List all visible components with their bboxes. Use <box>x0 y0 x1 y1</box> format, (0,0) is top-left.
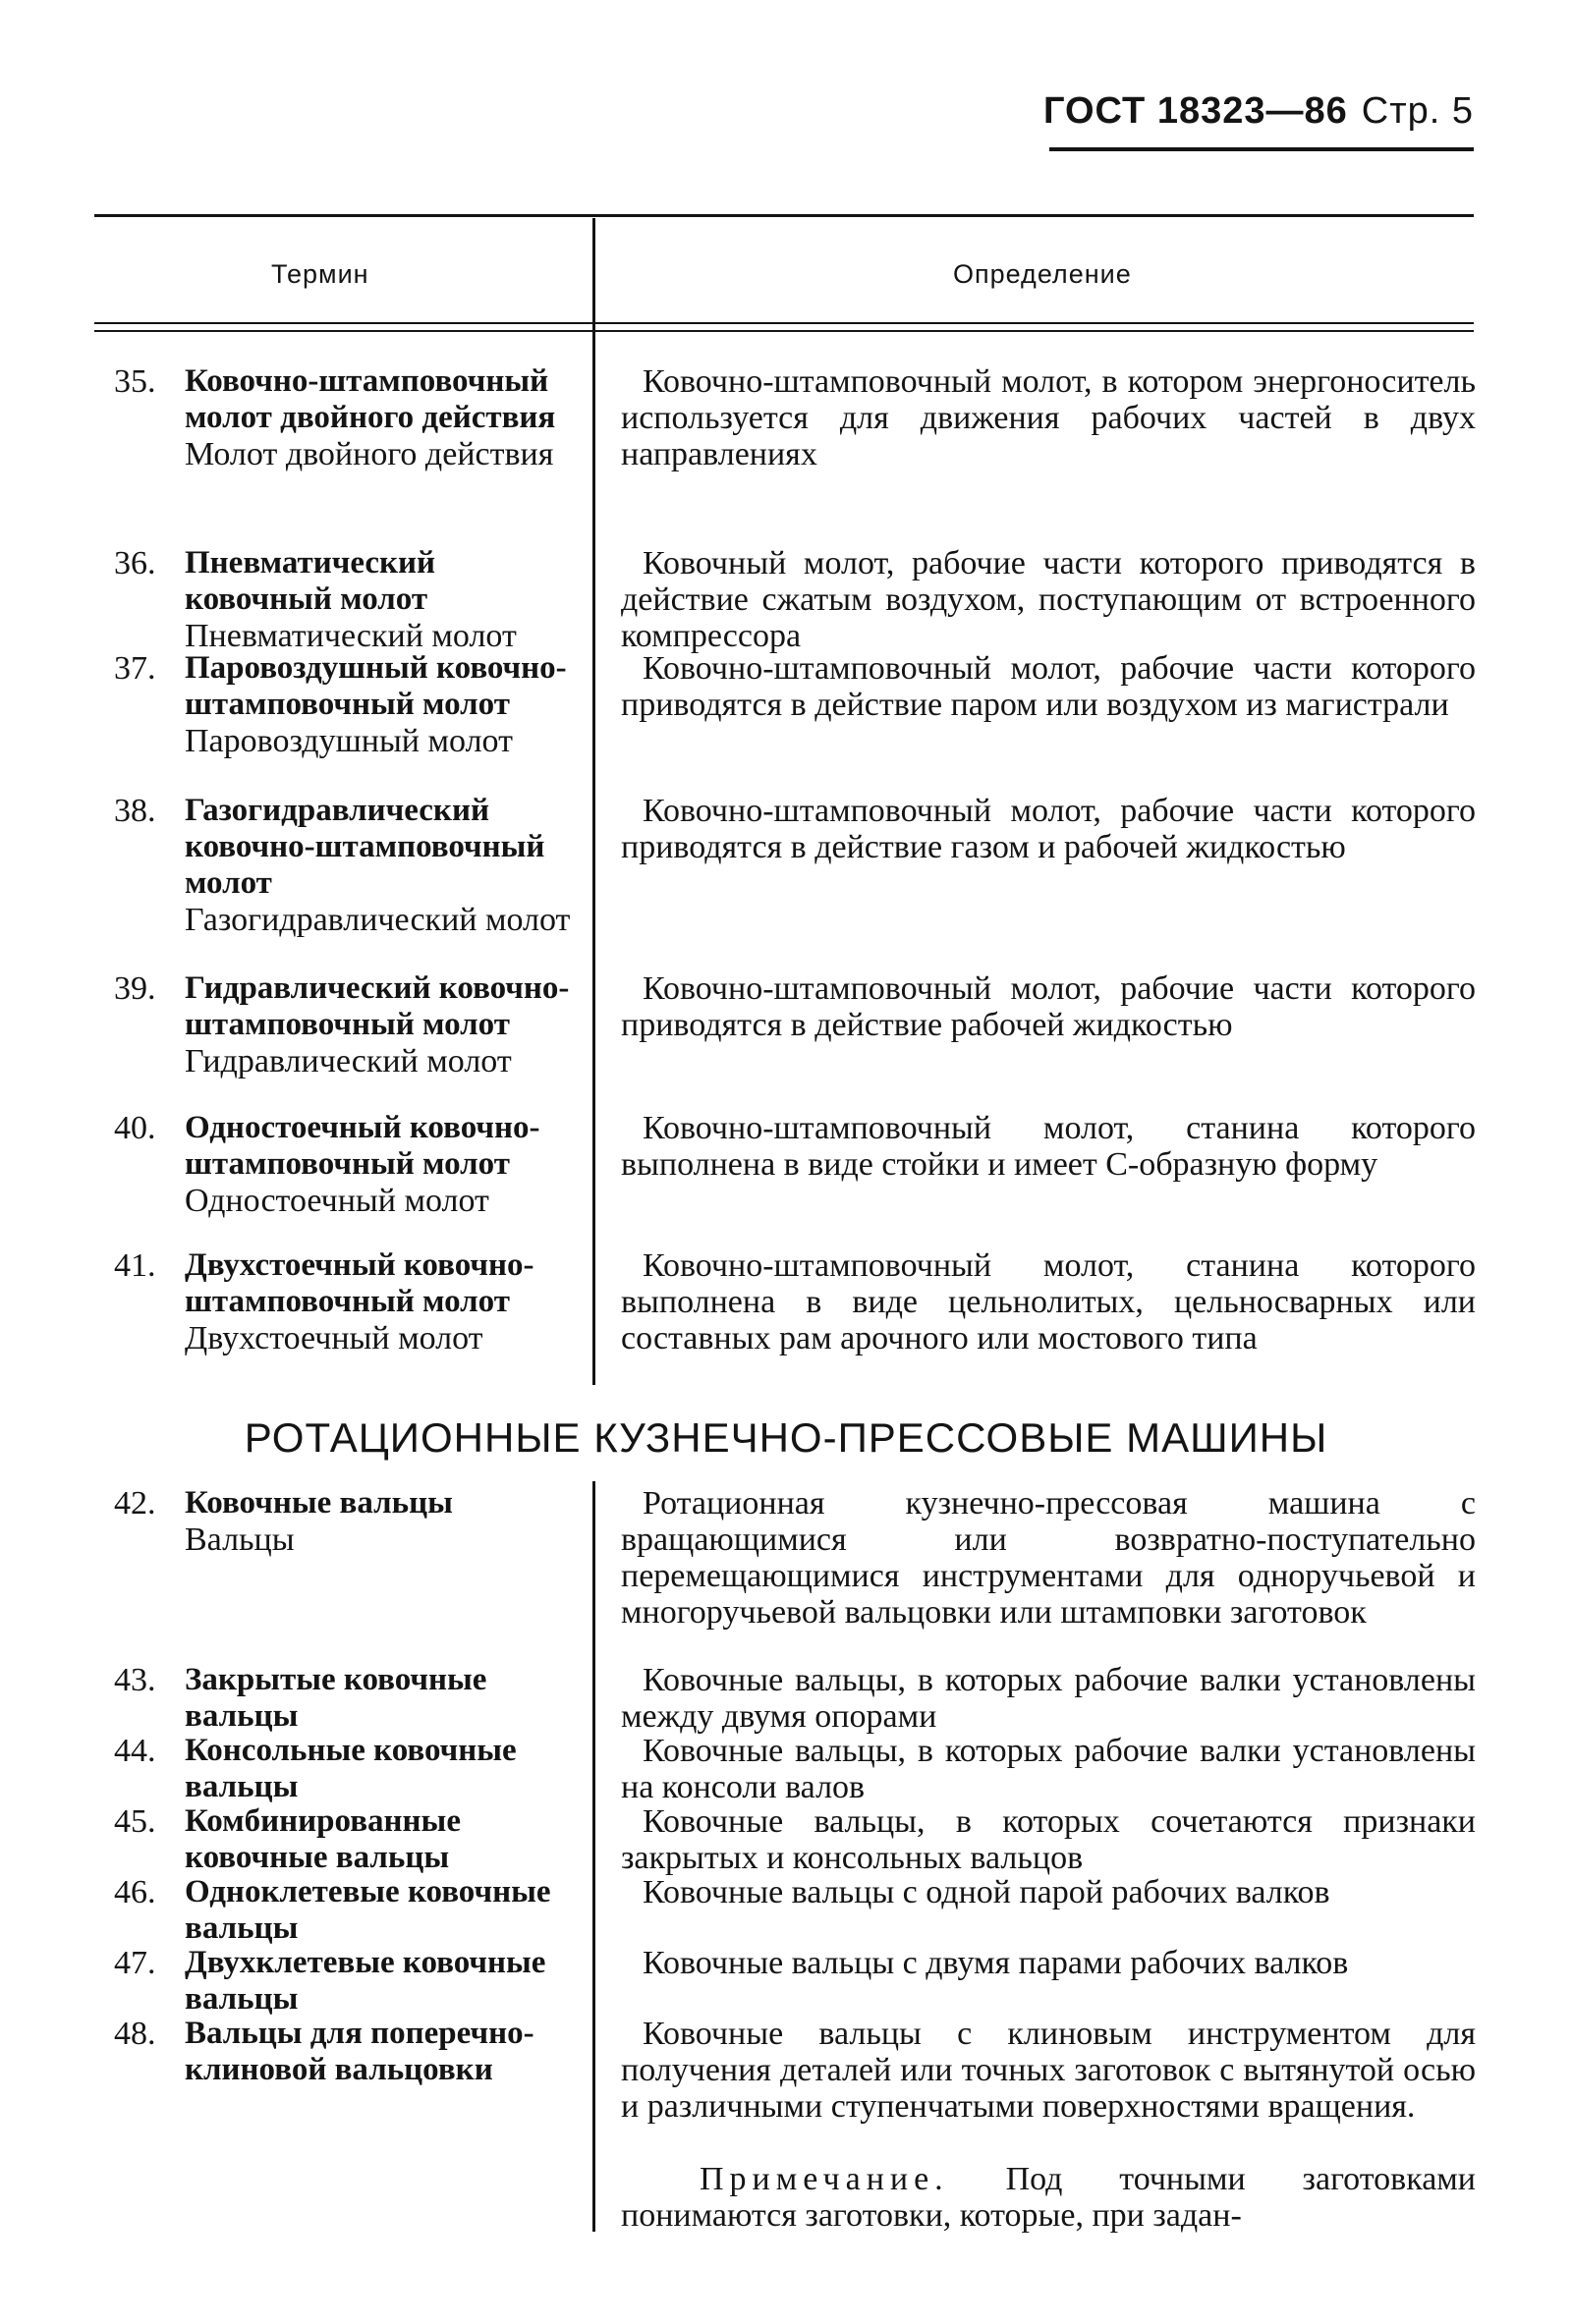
column-divider <box>592 218 595 1385</box>
entry-number: 40. <box>114 1110 156 1146</box>
entry-number: 39. <box>114 970 156 1007</box>
note <box>621 2161 1476 2234</box>
page-number: Стр. 5 <box>1361 90 1474 132</box>
term-title: Гидравлический ковочно-штамповочный молот <box>185 970 570 1042</box>
entry-definition: Ковочно-штамповочный молот, рабочие части которого приводятся в действие паром или воздухом из магистрали <box>621 650 1476 723</box>
table-top-rule <box>94 214 1474 217</box>
term-title: Закрытые ковочные вальцы <box>185 1662 487 1734</box>
term-title: Одноклетевые ковочные вальцы <box>185 1874 551 1946</box>
term-title: Ковочные вальцы <box>185 1485 453 1521</box>
term-synonym: Молот двойного действия <box>185 436 554 472</box>
entry-definition: Ковочные вальцы с двумя парами рабочих валков <box>643 1945 1349 1981</box>
column-header-definition: Определение <box>953 259 1132 289</box>
column-divider <box>592 1481 595 2232</box>
entry-definition: Ковочно-штамповочный молот, станина которого выполнена в виде стойки и имеет С-образную форму <box>621 1110 1476 1183</box>
entry-number: 43. <box>114 1662 156 1698</box>
entry-definition: Ковочно-штамповочный молот, в котором энергоноситель используется для движения рабочих частей в двух направлениях <box>621 363 1476 472</box>
note-text: Под точными заготовками понимаются заготовки, которые, при задан- <box>621 2161 1476 2234</box>
term-title: Двухстоечный ковочно-штамповочный молот <box>185 1247 534 1319</box>
entry-number: 45. <box>114 1803 156 1840</box>
entry-definition: Ковочные вальцы с одной парой рабочих валков <box>643 1874 1330 1910</box>
term-title: Пневматический ковочный молот <box>185 545 436 617</box>
entry-number: 37. <box>114 650 156 687</box>
term-title: Одностоечный ковочно-штамповочный молот <box>185 1110 540 1182</box>
entry-term <box>185 1945 573 2018</box>
entry-term <box>185 1874 573 1947</box>
entry-definition: Ротационная кузнечно-прессовая машина с вращающимися или возвратно-поступательно перемещающимися инструментами для одноручьевой и многоручьевой вальцовки или штамповки заготовок <box>621 1485 1476 1631</box>
entry-term <box>185 1247 573 1356</box>
entry-term <box>185 1662 573 1735</box>
term-synonym: Гидравлический молот <box>185 1043 512 1079</box>
term-title: Комбинированные ковочные вальцы <box>185 1803 461 1875</box>
term-title: Двухклетевые ковочные вальцы <box>185 1945 546 2017</box>
entry-definition: Ковочно-штамповочный молот, станина которого выполнена в виде цельнолитых, цельносварных или составных рам арочного или мостового типа <box>621 1247 1476 1356</box>
entry-number: 47. <box>114 1945 156 1981</box>
term-title: Ковочно-штамповочный молот двойного действия <box>185 363 556 435</box>
column-header-term: Термин <box>271 259 369 289</box>
entry-term <box>185 2016 573 2088</box>
entry-term <box>185 650 573 759</box>
term-title: Консольные ковочные вальцы <box>185 1733 517 1804</box>
entry-number: 41. <box>114 1247 156 1284</box>
header-underline <box>1049 147 1474 151</box>
section-heading: РОТАЦИОННЫЕ КУЗНЕЧНО-ПРЕССОВЫЕ МАШИНЫ <box>244 1414 1328 1461</box>
entry-definition: Ковочный молот, рабочие части которого приводятся в действие сжатым воздухом, поступающим от встроенного компрессора <box>621 545 1476 654</box>
term-title: Вальцы для поперечно-клиновой вальцовки <box>185 2016 534 2087</box>
entry-number: 46. <box>114 1874 156 1910</box>
entry-number: 48. <box>114 2016 156 2052</box>
term-synonym: Одностоечный молот <box>185 1183 489 1219</box>
note-label: Примечание. <box>700 2161 949 2197</box>
standard-number: ГОСТ 18323—86 <box>1042 90 1348 132</box>
entry-number: 38. <box>114 793 156 829</box>
term-synonym: Двухстоечный молот <box>185 1320 483 1356</box>
term-synonym: Вальцы <box>185 1522 295 1558</box>
entry-term <box>185 1733 573 1805</box>
entry-term <box>185 793 573 938</box>
entry-definition: Ковочно-штамповочный молот, рабочие части которого приводятся в действие рабочей жидкостью <box>621 970 1476 1043</box>
entry-term <box>185 1485 573 1558</box>
entry-term <box>185 545 573 654</box>
term-synonym: Пневматический молот <box>185 618 517 654</box>
term-title: Паровоздушный ковочно-штамповочный молот <box>185 650 567 722</box>
entry-definition: Ковочные вальцы, в которых рабочие валки установлены на консоли валов <box>621 1733 1476 1805</box>
entry-number: 35. <box>114 363 156 400</box>
entry-term <box>185 1803 573 1876</box>
term-title: Газогидравлический ковочно-штамповочный молот <box>185 793 545 901</box>
entry-definition: Ковочно-штамповочный молот, рабочие части которого приводятся в действие газом и рабочей жидкостью <box>621 793 1476 865</box>
entry-number: 42. <box>114 1485 156 1522</box>
entry-definition: Ковочные вальцы с клиновым инструментом для получения деталей или точных заготовок с вытянутой осью и различными ступенчатыми поверхностями вращения. <box>621 2016 1476 2125</box>
entry-number: 44. <box>114 1733 156 1769</box>
term-synonym: Газогидравлический молот <box>185 902 571 938</box>
table-header-rule <box>94 330 1474 332</box>
page-header <box>1043 90 1474 133</box>
entry-number: 36. <box>114 545 156 581</box>
entry-definition: Ковочные вальцы, в которых рабочие валки установлены между двумя опорами <box>621 1662 1476 1735</box>
table-header-rule <box>94 322 1474 324</box>
entry-definition: Ковочные вальцы, в которых сочетаются признаки закрытых и консольных вальцов <box>621 1803 1476 1876</box>
entry-term <box>185 970 573 1079</box>
term-synonym: Паровоздушный молот <box>185 723 513 759</box>
entry-term <box>185 363 573 472</box>
entry-term <box>185 1110 573 1219</box>
